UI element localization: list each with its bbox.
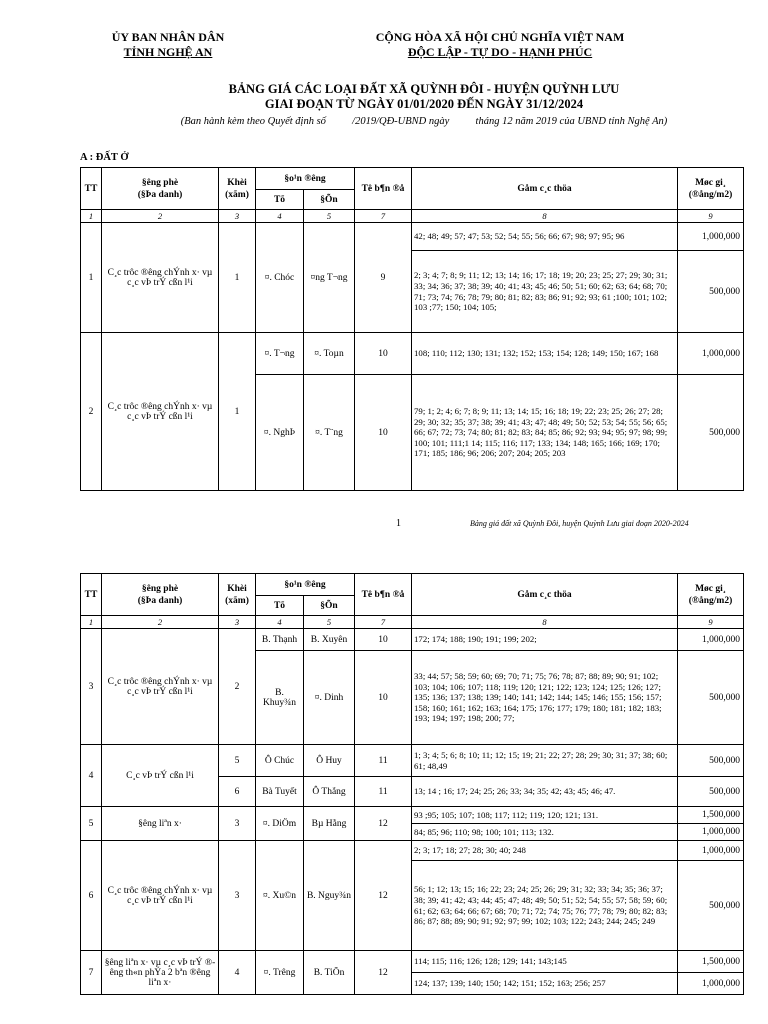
row-tt: 2 xyxy=(81,333,102,491)
table-row xyxy=(81,629,744,651)
row-price: 1,500,000 xyxy=(678,951,744,973)
row-block: 2 xyxy=(219,629,256,745)
motto: ĐỘC LẬP - TỰ DO - HẠNH PHÚC xyxy=(407,45,593,59)
row-price: 1,000,000 xyxy=(678,629,744,651)
row-to: ¤. Dinh xyxy=(304,651,355,745)
col-header-segment: §o¹n ®êng xyxy=(256,574,355,596)
row-from: ¤. DiÖm xyxy=(256,807,304,841)
document-title xyxy=(80,82,768,112)
row-map: 10 xyxy=(355,333,412,375)
national-motto-block xyxy=(352,30,648,60)
row-parcels: 124; 137; 139; 140; 150; 142; 151; 152; 163; 256; 257 xyxy=(412,973,678,995)
row-parcels: 42; 48; 49; 57; 47; 53; 52; 54; 55; 56; 66; 67; 98; 97; 95; 96 xyxy=(412,223,678,251)
row-road: C¸c trôc ®êng chÝnh x· vµ c¸c vÞ trÝ cßn l¹i xyxy=(102,841,219,951)
row-from: ¤. Chóc xyxy=(256,223,304,333)
table-row xyxy=(81,807,744,824)
row-price: 1,000,000 xyxy=(678,824,744,841)
col-header-to: §Õn xyxy=(304,596,355,616)
title-line-2: GIAI ĐOẠN TỪ NGÀY 01/01/2020 ĐẾN NGÀY 31/12/2024 xyxy=(264,97,584,111)
row-parcels: 84; 85; 96; 110; 98; 100; 101; 113; 132. xyxy=(412,824,678,841)
row-road: §êng liªn x· xyxy=(102,807,219,841)
col-header-tt: TT xyxy=(81,168,102,210)
row-price: 500,000 xyxy=(678,651,744,745)
row-price: 500,000 xyxy=(678,777,744,807)
row-block: 1 xyxy=(219,223,256,333)
row-parcels: 56; 1; 12; 13; 15; 16; 22; 23; 24; 25; 26; 29; 31; 32; 33; 34; 35; 36; 37; 38; 39; 41; 42; 43; 44; 45; 47; 48; 49; 50; 51; 52; 54; 55; 57; 58; 59; 60; 61; 62; 63; 64; 66; 67; 68; 70; 71; 72; 74; 75; 76; 77; 78; 79; 80; 82; 83; 86; 87; 88; 89; 90; 91; 92; 97; 99; 102; 103; 122; 243; 244; 245; 249 xyxy=(412,861,678,951)
row-to: ¤ng T¬ng xyxy=(304,223,355,333)
row-price: 1,000,000 xyxy=(678,333,744,375)
col-header-from: Tõ xyxy=(256,596,304,616)
row-parcels: 114; 115; 116; 126; 128; 129; 141; 143;145 xyxy=(412,951,678,973)
col-header-road: §êng phè (§Þa danh) xyxy=(102,168,219,210)
row-parcels: 108; 110; 112; 130; 131; 132; 152; 153; 154; 128; 149; 150; 167; 168 xyxy=(412,333,678,375)
row-block: 5 xyxy=(219,745,256,777)
col-header-price: Møc gi¸ (®ång/m2) xyxy=(678,574,744,616)
page-number: 1 xyxy=(396,518,401,529)
table-row xyxy=(81,951,744,973)
row-parcels: 2; 3; 17; 18; 27; 28; 30; 40; 248 xyxy=(412,841,678,861)
row-block: 6 xyxy=(219,777,256,807)
row-price: 1,000,000 xyxy=(678,841,744,861)
row-tt: 6 xyxy=(81,841,102,951)
row-parcels: 33; 44; 57; 58; 59; 60; 69; 70; 71; 75; 76; 78; 87; 88; 89; 90; 91; 102; 103; 104; 106; 107; 118; 119; 120; 121; 122; 123; 124; 125; 126; 127; 135; 136; 137; 138; 139; 140; 141; 142; 144; 145; 146; 155; 156; 157; 158; 160; 161; 162; 163; 164; 175; 176; 177; 179; 180; 181; 182; 183; 193; 194; 197; 198; 200; 77; xyxy=(412,651,678,745)
row-parcels: 172; 174; 188; 190; 191; 199; 202; xyxy=(412,629,678,651)
row-block: 3 xyxy=(219,807,256,841)
row-map: 10 xyxy=(355,629,412,651)
row-map: 12 xyxy=(355,807,412,841)
col-header-price: Møc gi¸ (®ång/m2) xyxy=(678,168,744,210)
column-number-row: 1 2 3 4 5 7 8 9 xyxy=(81,616,744,629)
row-price: 500,000 xyxy=(678,745,744,777)
issuer-name: ỦY BAN NHÂN DÂN xyxy=(111,30,225,44)
row-map: 10 xyxy=(355,375,412,491)
row-tt: 5 xyxy=(81,807,102,841)
row-map: 12 xyxy=(355,951,412,995)
row-price: 1,000,000 xyxy=(678,973,744,995)
row-map: 11 xyxy=(355,745,412,777)
row-parcels: 13; 14 ; 16; 17; 24; 25; 26; 33; 34; 35; 42; 43; 45; 46; 47. xyxy=(412,777,678,807)
row-map: 11 xyxy=(355,777,412,807)
price-table-page-1 xyxy=(80,167,744,491)
price-table-page-2 xyxy=(80,573,744,995)
row-to: B. Xuyên xyxy=(304,629,355,651)
row-parcels: 1; 3; 4; 5; 6; 8; 10; 11; 12; 15; 19; 21; 22; 27; 28; 29; 30; 31; 37; 38; 60; 61; 48,49 xyxy=(412,745,678,777)
row-from: Bà Tuyết xyxy=(256,777,304,807)
section-label: A : ĐẤT Ở xyxy=(80,152,129,163)
row-from: ¤. Trêng xyxy=(256,951,304,995)
row-road: C¸c trôc ®êng chÝnh x· vµ c¸c vÞ trÝ cßn l¹i xyxy=(102,333,219,491)
col-header-map: Tê b¶n ®å xyxy=(355,168,412,210)
table-row xyxy=(81,223,744,251)
page-footer-text: Bảng giá đất xã Quỳnh Đôi, huyện Quỳnh Lưu giai đoạn 2020-2024 xyxy=(470,519,689,528)
row-block: 4 xyxy=(219,951,256,995)
col-header-from: Tõ xyxy=(256,190,304,210)
row-tt: 4 xyxy=(81,745,102,807)
row-to: ¤. T¨ng xyxy=(304,375,355,491)
row-to: B. TiÕn xyxy=(304,951,355,995)
row-from: ¤. T¬ng xyxy=(256,333,304,375)
table-row xyxy=(81,745,744,777)
row-parcels: 79; 1; 2; 4; 6; 7; 8; 9; 11; 13; 14; 15; 16; 18; 19; 22; 23; 25; 26; 27; 28; 29; 30; 32; 35; 37; 38; 39; 41; 43; 47; 48; 49; 50; 52; 53; 54; 55; 56; 65; 66; 67; 72; 73; 74; 80; 81; 82; 83; 84; 85; 86; 92; 93; 94; 95; 97; 98; 99; 100; 101; 111;1 14; 115; 116; 117; 133; 134; 148; 165; 166; 169; 170; 171; 185; 186; 96; 206; 207; 204; 205; 203 xyxy=(412,375,678,491)
row-from: B. Thạnh xyxy=(256,629,304,651)
row-block: 1 xyxy=(219,333,256,491)
row-block: 3 xyxy=(219,841,256,951)
col-header-parcels: Gåm c¸c thöa xyxy=(412,168,678,210)
row-parcels: 2; 3; 4; 7; 8; 9; 11; 12; 13; 14; 16; 17; 18; 19; 20; 23; 25; 27; 29; 30; 31; 33; 34; 36; 37; 38; 39; 40; 41; 43; 45; 46; 50; 51; 60; 62; 63; 64; 68; 70; 71; 73; 74; 76; 78; 79; 80; 81; 82; 83; 86; 91; 92; 93; 61 ;100; 101; 102; 103 ;77; 150; 104; 105; xyxy=(412,251,678,333)
country-name: CỘNG HÒA XÃ HỘI CHỦ NGHĨA VIỆT NAM xyxy=(375,30,625,44)
row-map: 12 xyxy=(355,841,412,951)
col-header-map: Tê b¶n ®å xyxy=(355,574,412,616)
row-price: 500,000 xyxy=(678,375,744,491)
col-header-tt: TT xyxy=(81,574,102,616)
row-to: Bµ Hằng xyxy=(304,807,355,841)
row-to: Ô Huy xyxy=(304,745,355,777)
table-row xyxy=(81,841,744,861)
row-to: Ô Thắng xyxy=(304,777,355,807)
row-tt: 3 xyxy=(81,629,102,745)
table-row xyxy=(81,333,744,375)
document-subtitle: (Ban hành kèm theo Quyết định số /2019/QĐ-UBND ngày tháng 12 năm 2019 của UBND tỉnh Nghệ An) xyxy=(180,116,668,127)
row-road: C¸c trôc ®êng chÝnh x· vµ c¸c vÞ trÝ cßn l¹i xyxy=(102,629,219,745)
row-price: 500,000 xyxy=(678,251,744,333)
col-header-parcels: Gåm c¸c thöa xyxy=(412,574,678,616)
row-from: Ô Chúc xyxy=(256,745,304,777)
row-map: 10 xyxy=(355,651,412,745)
row-road: §êng liªn x· vµ c¸c vÞ trÝ ®êng th«n phÝa 2 bªn ®êng liªn x· xyxy=(102,951,219,995)
row-from: ¤. NghÞ xyxy=(256,375,304,491)
col-header-to: §Õn xyxy=(304,190,355,210)
issuer-province: TỈNH NGHỆ AN xyxy=(123,45,213,59)
row-to: B. Nguy¾n xyxy=(304,841,355,951)
row-price: 1,500,000 xyxy=(678,807,744,824)
row-road: C¸c trôc ®êng chÝnh x· vµ c¸c vÞ trÝ cßn l¹i xyxy=(102,223,219,333)
row-road: C¸c vÞ trÝ cßn l¹i xyxy=(102,745,219,807)
issuer-block xyxy=(104,30,232,60)
col-header-block: Khèi (xãm) xyxy=(219,168,256,210)
col-header-block: Khèi (xãm) xyxy=(219,574,256,616)
col-header-road: §êng phè (§Þa danh) xyxy=(102,574,219,616)
col-header-segment: §o¹n ®êng xyxy=(256,168,355,190)
row-to: ¤. Toµn xyxy=(304,333,355,375)
row-price: 1,000,000 xyxy=(678,223,744,251)
title-line-1: BẢNG GIÁ CÁC LOẠI ĐẤT XÃ QUỲNH ĐÔI - HUYỆN QUỲNH LƯU xyxy=(228,82,620,96)
row-from: ¤. Xu©n xyxy=(256,841,304,951)
row-tt: 7 xyxy=(81,951,102,995)
column-number-row: 1 2 3 4 5 7 8 9 xyxy=(81,210,744,223)
row-from: B. Khuy¾n xyxy=(256,651,304,745)
row-tt: 1 xyxy=(81,223,102,333)
row-price: 500,000 xyxy=(678,861,744,951)
row-parcels: 93 ;95; 105; 107; 108; 117; 112; 119; 120; 121; 131. xyxy=(412,807,678,824)
row-map: 9 xyxy=(355,223,412,333)
